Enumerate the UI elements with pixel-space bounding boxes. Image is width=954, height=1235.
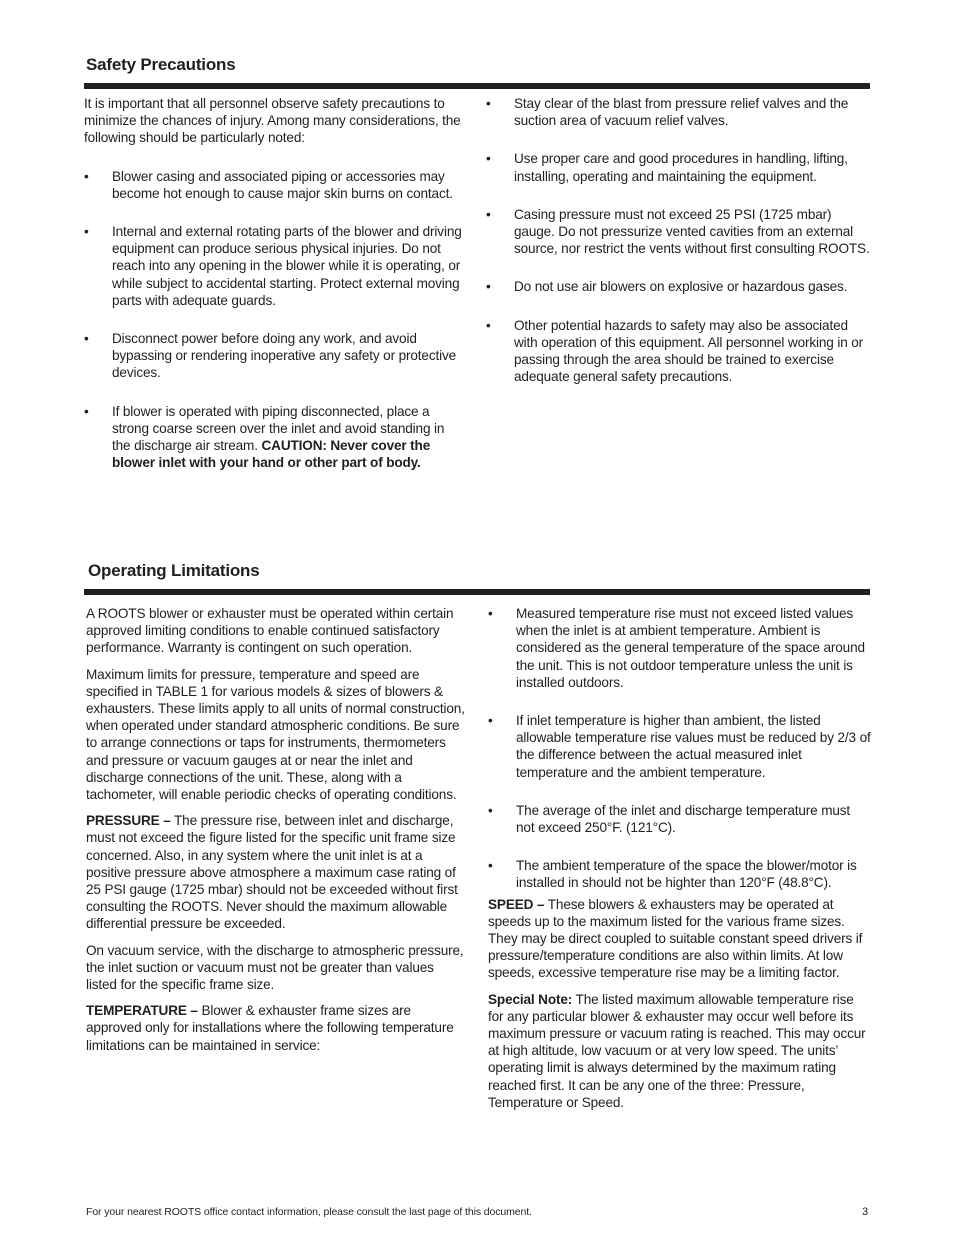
operating-intro: A ROOTS blower or exhauster must be operated within certain approved limiting conditions to enable continued satisfactory performance. Warranty is contingent on such operation. — [86, 606, 454, 656]
list-item — [84, 403, 466, 472]
bullet-icon: • — [488, 802, 493, 818]
temperature-label: TEMPERATURE – — [86, 1003, 198, 1019]
special-note-paragraph — [488, 991, 872, 1111]
bullet-icon: • — [84, 331, 89, 347]
list-item-text: Blower casing and associated piping or accessories may become hot enough to cause major skin burns on contact. — [112, 168, 453, 201]
bullet-icon: • — [84, 224, 89, 240]
list-item-text: Internal and external rotating parts of the blower and driving equipment can produce serious physical injuries. Do not reach into any opening in the blower while it is operating, or while subject to accidental starting. Protect external moving parts with adequate guards. — [112, 224, 462, 308]
bullet-icon: • — [488, 606, 493, 621]
list-item-text: Casing pressure must not exceed 25 PSI (1725 mbar) gauge. Do not pressurize vented cavities from an external source, nor restrict the vents without first consulting ROOTS. — [514, 206, 870, 257]
list-item-text: Measured temperature rise must not exceed listed values when the inlet is at ambient temperature. Ambient is considered as the general temperature of the space around the unit. This is not outdoor temperature unless the unit is installed outdoors. — [516, 606, 865, 690]
bullet-icon: • — [486, 206, 491, 222]
page-number: 3 — [862, 1206, 869, 1218]
list-item — [84, 330, 466, 382]
list-item — [486, 206, 872, 258]
section-title-operating: Operating Limitations — [88, 561, 260, 580]
list-item-text: If inlet temperature is higher than ambient, the listed allowable temperature rise values must be reduced by 2/3 of the difference between the actual measured inlet temperature and the ambient temperature. — [516, 713, 871, 780]
list-item — [486, 95, 872, 129]
section-rule-safety — [84, 83, 870, 89]
list-item — [488, 802, 872, 836]
screen-instruction-text: If blower is operated with piping disconnected, place a strong coarse screen over the inlet and avoid standing in the discharge air stream. — [112, 403, 445, 454]
list-item-text: The average of the inlet and discharge temperature must not exceed 250°F. (121°C). — [516, 802, 851, 836]
list-item-text: Disconnect power before doing any work, and avoid bypassing or rendering inoperative any safety or protective devices. — [112, 331, 457, 381]
section-rule-operating — [84, 589, 870, 595]
operating-right-column — [488, 605, 872, 1120]
list-item-text: The ambient temperature of the space the blower/motor is installed in should not be highter than 120°F (48.8°C). — [516, 858, 857, 891]
special-note-label: Special Note: — [488, 991, 573, 1007]
bullet-icon: • — [84, 168, 89, 184]
bullet-icon: • — [486, 279, 491, 295]
list-item — [486, 317, 872, 386]
bullet-icon: • — [488, 713, 493, 729]
safety-right-list — [486, 95, 872, 385]
bullet-icon: • — [486, 317, 491, 333]
pressure-paragraph — [86, 812, 468, 932]
footer-text: For your nearest ROOTS office contact information, please consult the last page of this document. — [86, 1206, 532, 1218]
list-item — [488, 857, 872, 891]
list-item — [488, 712, 872, 781]
temperature-paragraph — [86, 1002, 468, 1054]
section-title-safety: Safety Precautions — [86, 55, 236, 74]
temperature-text: Blower & exhauster frame sizes are approved only for installations where the following temperature limitations can be maintained in service: — [86, 1003, 454, 1053]
list-item — [84, 168, 466, 202]
operating-left-column — [86, 605, 468, 1063]
bullet-icon: • — [486, 96, 491, 111]
bullet-icon: • — [488, 858, 493, 874]
list-item-text: Do not use air blowers on explosive or hazardous gases. — [514, 279, 848, 295]
list-item-text: Other potential hazards to safety may also be associated with operation of this equipment. All personnel working in or passing through the area should be trained to exercise adequate general safety precautions. — [514, 317, 864, 385]
caution-text: CAUTION: Never cover the blower inlet with your hand or other part of body. — [112, 438, 431, 471]
pressure-text: The pressure rise, between inlet and discharge, must not exceed the figure listed for the specific unit frame size concerned. Also, in any system where the unit inlet is at a positive pressure above atmosphere a maximum case rating of 25 PSI gauge (1725 mbar) should not be exceeded without first consulting the ROOTS. Never should the maximum allowable differential pressure be exceeded. — [86, 813, 458, 932]
list-item-text: Use proper care and good procedures in handling, lifting, installing, operating and maintaining the equipment. — [514, 151, 848, 184]
safety-left-list — [84, 168, 466, 472]
pressure-label: PRESSURE – — [86, 813, 171, 829]
bullet-icon: • — [84, 403, 89, 419]
bullet-icon: • — [486, 151, 491, 167]
vacuum-paragraph: On vacuum service, with the discharge to atmospheric pressure, the inlet suction or vacuum must not be greater than values listed for the specific frame size. — [86, 942, 464, 993]
safety-right-column — [486, 95, 872, 406]
operating-limits-paragraph: Maximum limits for pressure, temperature and speed are specified in TABLE 1 for various models & sizes of blowers & exhausters. These limits apply to all units of normal construction, when operated under standard atmospheric conditions. Be sure to arrange connections or taps for instruments, thermometers and pressure or vacuum gauges at or near the inlet and discharge connections of the unit. These, along with a tachometer, will enable periodic checks of operating conditions. — [86, 666, 465, 803]
list-item — [486, 278, 872, 295]
list-item-text: Stay clear of the blast from pressure relief valves and the suction area of vacuum relief valves. — [514, 96, 849, 129]
special-note-text: The listed maximum allowable temperature rise for any particular blower & exhauster may occur well before its maximum pressure or vacuum rating is reached. This may occur at high altitude, low vacuum or at very low speed. The units’ operating limit is always determined by the maximum rating reached first. It can be any one of the three: Pressure, Temperature or Speed. — [488, 991, 866, 1110]
speed-paragraph — [488, 896, 872, 982]
list-item-text — [112, 403, 466, 472]
list-item — [84, 223, 466, 309]
temperature-list — [488, 605, 872, 892]
safety-left-column — [84, 95, 466, 492]
list-item — [488, 605, 872, 691]
safety-intro: It is important that all personnel observe safety precautions to minimize the chances of injury. Among many considerations, the following should be particularly noted: — [84, 96, 461, 146]
list-item — [486, 150, 872, 184]
speed-label: SPEED – — [488, 896, 545, 912]
speed-text: These blowers & exhausters may be operated at speeds up to the maximum listed for the various frame sizes. They may be direct coupled to suitable constant speed drivers if pressure/temperature conditions are also within limits. At low speeds, excessive temperature rise may be a limiting factor. — [488, 896, 863, 981]
